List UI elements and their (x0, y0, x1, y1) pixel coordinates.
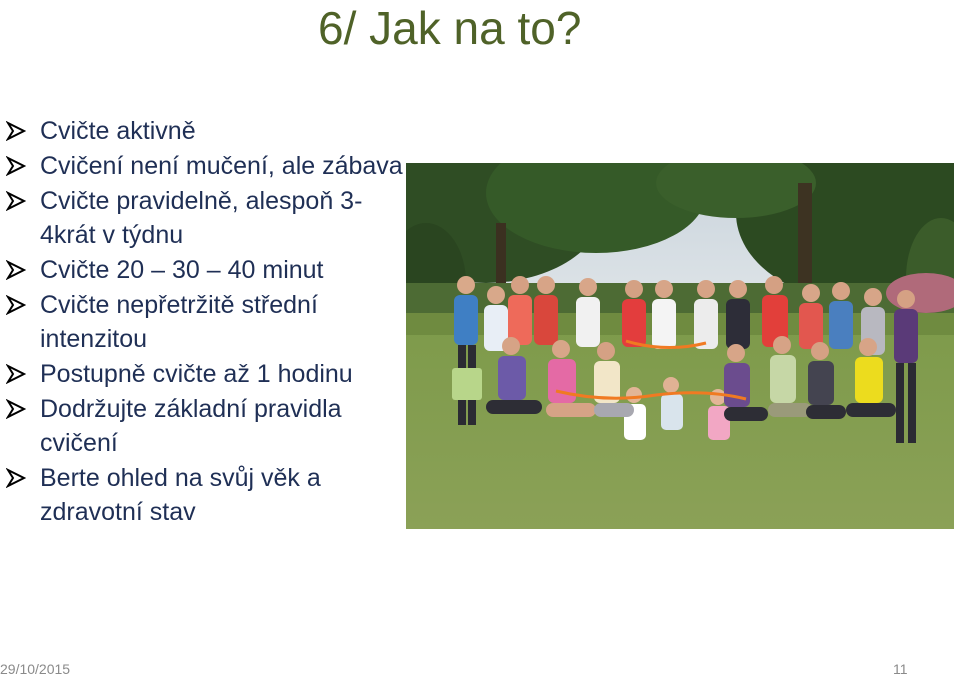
slide-title: 6/ Jak na to? (318, 2, 582, 54)
group-photo (406, 163, 954, 529)
bullet-item (6, 149, 406, 183)
arrowhead-bullet-icon (6, 392, 28, 426)
footer-date: 29/10/2015 (0, 661, 71, 677)
bullet-text: Postupně cvičte až 1 hodinu (40, 360, 353, 388)
bullet-text: Cvičte aktivně (40, 117, 196, 145)
arrowhead-bullet-icon (6, 288, 28, 322)
arrowhead-bullet-icon (6, 184, 28, 218)
bullet-text: Berte ohled na svůj věk a zdravotní stav (40, 464, 321, 526)
arrowhead-bullet-icon (6, 461, 28, 495)
footer-page-number: 11 (893, 661, 908, 677)
bullet-item (6, 184, 406, 252)
bullet-text: Cvičte pravidelně, alespoň 3-4krát v týdnu (40, 187, 363, 249)
arrowhead-bullet-icon (6, 357, 28, 391)
bullet-text: Cvičení není mučení, ale zábava (40, 152, 403, 180)
bullet-item (6, 288, 406, 356)
arrowhead-bullet-icon (6, 114, 28, 148)
bullet-item (6, 357, 406, 391)
bullet-item (6, 253, 406, 287)
bullet-item (6, 461, 406, 529)
group-photo-illustration (406, 163, 954, 529)
bullet-item (6, 114, 406, 148)
bullet-list (6, 114, 406, 530)
arrowhead-bullet-icon (6, 253, 28, 287)
bullet-item (6, 392, 406, 460)
bullet-text: Cvičte 20 – 30 – 40 minut (40, 256, 324, 284)
bullet-text: Cvičte nepřetržitě střední intenzitou (40, 291, 318, 353)
bullet-text: Dodržujte základní pravidla cvičení (40, 395, 342, 457)
arrowhead-bullet-icon (6, 149, 28, 183)
